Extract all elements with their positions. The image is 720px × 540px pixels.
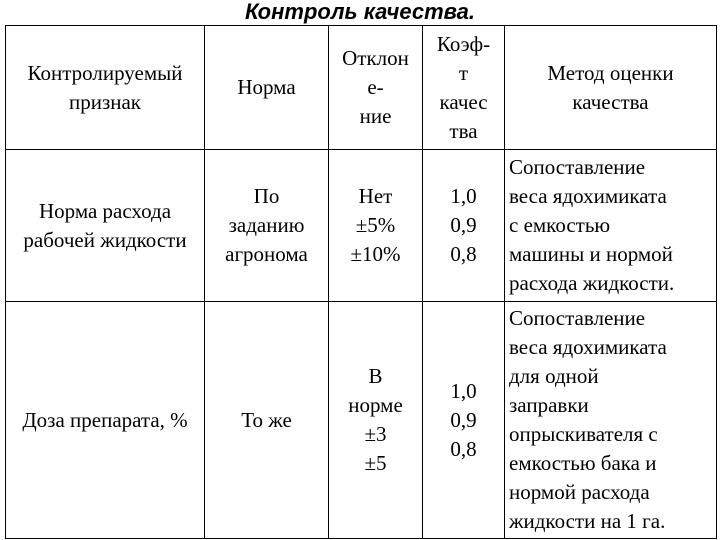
header-row xyxy=(6,26,717,150)
table-row xyxy=(6,150,717,302)
row-method: Сопоставление веса ядохимиката с емкостью машины и нормой расхода жидкости. xyxy=(505,150,717,302)
row-deviation: В норме ±3 ±5 xyxy=(329,302,423,539)
header-feature: Контролируемый признак xyxy=(6,26,205,150)
row-feature: Доза препарата, % xyxy=(6,302,205,539)
row-method: Сопоставление веса ядохимиката для одной заправки опрыскивателя с емкостью бака и нормой расхода жидкости на 1 га. xyxy=(505,302,717,539)
row-coefficient: 1,0 0,9 0,8 xyxy=(423,302,505,539)
header-method: Метод оценки качества xyxy=(505,26,717,150)
row-norm: То же xyxy=(205,302,329,539)
header-deviation: Отклон е- ние xyxy=(329,26,423,150)
table-row xyxy=(6,302,717,539)
row-coefficient: 1,0 0,9 0,8 xyxy=(423,150,505,302)
row-feature: Норма расхода рабочей жидкости xyxy=(6,150,205,302)
header-coefficient: Коэф- т качес тва xyxy=(423,26,505,150)
row-norm: По заданию агронома xyxy=(205,150,329,302)
header-norm: Норма xyxy=(205,26,329,150)
page-title: Контроль качества. xyxy=(244,0,475,24)
quality-control-table xyxy=(5,25,717,539)
row-deviation: Нет ±5% ±10% xyxy=(329,150,423,302)
